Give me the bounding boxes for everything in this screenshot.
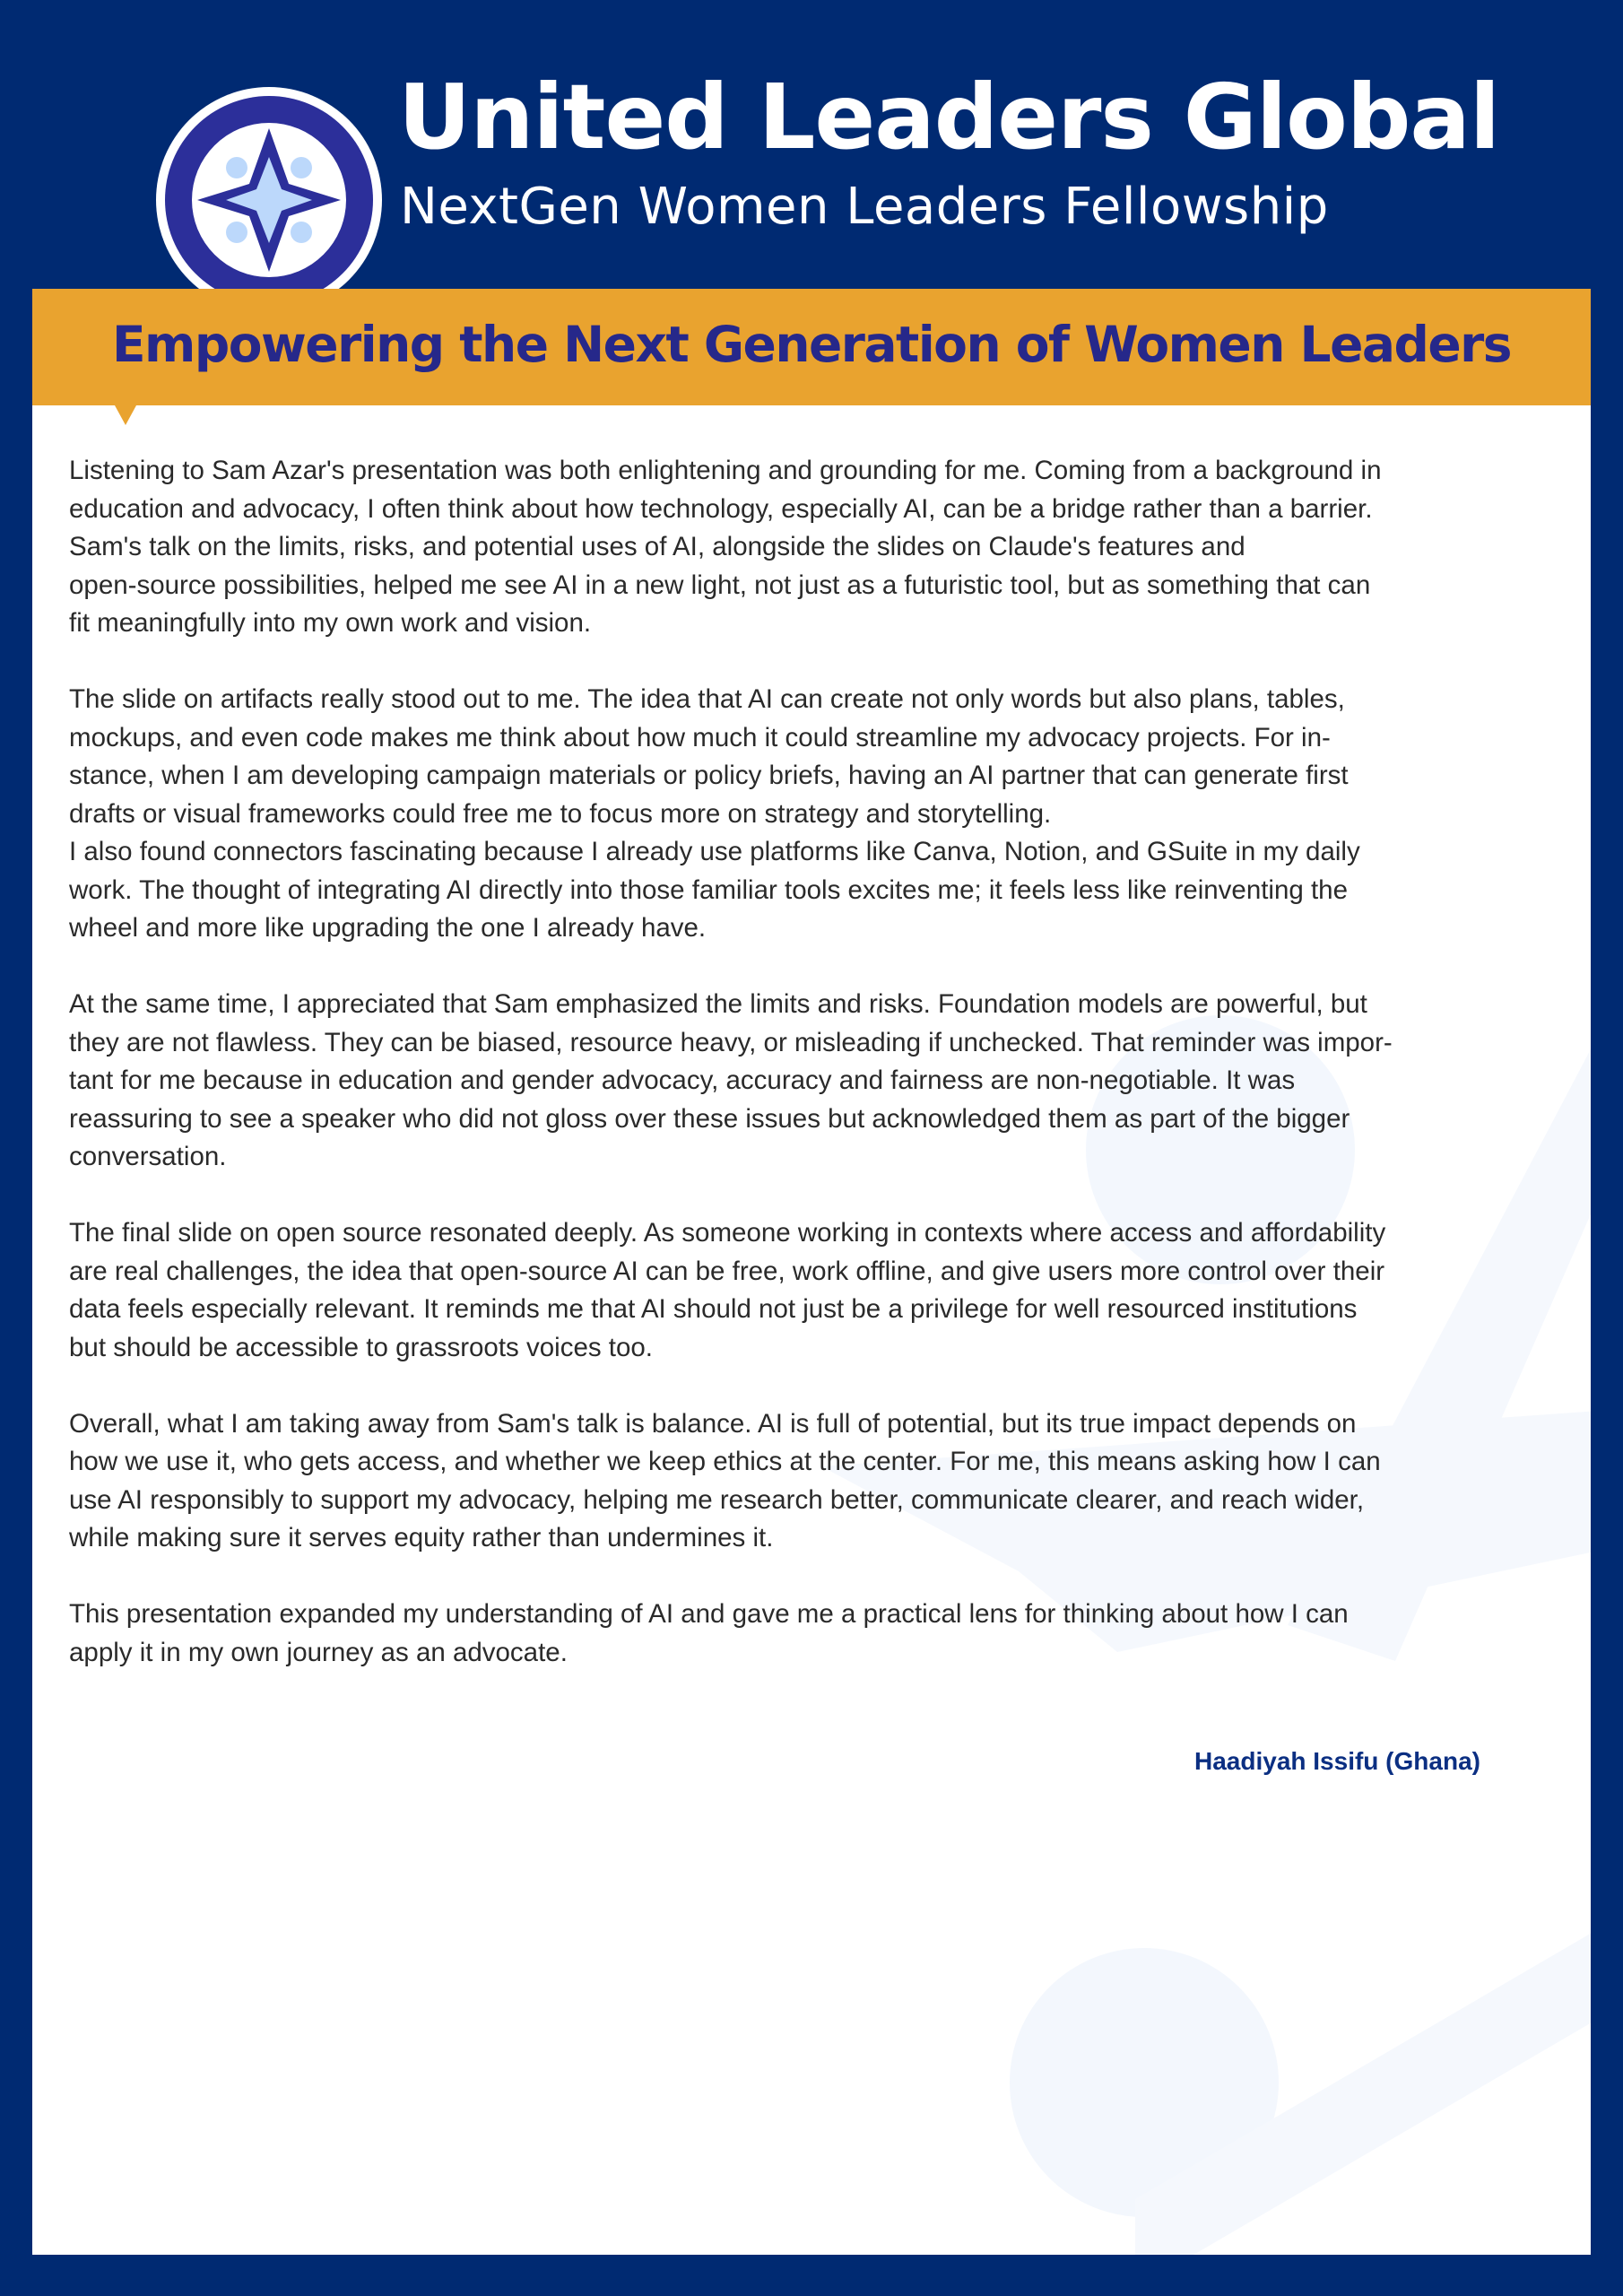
- text-line: The slide on artifacts really stood out to me. The idea that AI can create not only words but also plans, tables,: [69, 684, 1345, 714]
- text-line: conversation.: [69, 1142, 227, 1171]
- text-line: while making sure it serves equity rather than undermines it.: [69, 1523, 774, 1552]
- text-line: reassuring to see a speaker who did not gloss over these issues but acknowledged them as part of the bigger: [69, 1103, 1350, 1134]
- banner-title: Empowering the Next Generation of Women Leaders: [111, 316, 1512, 373]
- text-line: The final slide on open source resonated deeply. As someone working in contexts where access and affordability: [69, 1218, 1386, 1248]
- text-line: I also found connectors fascinating because I already use platforms like Canva, Notion, and GSuite in my daily: [69, 837, 1360, 866]
- text-line: wheel and more like upgrading the one I already have.: [69, 913, 707, 943]
- text-line: This presentation expanded my understanding of AI and gave me a practical lens for thinking about how I can: [69, 1599, 1349, 1629]
- text-line: but should be accessible to grassroots voices too.: [69, 1332, 654, 1362]
- text-line: open-source possibilities, helped me see AI in a new light, not just as a futuristic tool, but as something that can: [69, 570, 1371, 600]
- text-line: education and advocacy, I often think about how technology, especially AI, can be a bridge rather than a barrier.: [69, 493, 1373, 524]
- author-signature: Haadiyah Issifu (Ghana): [1194, 1747, 1480, 1775]
- text-line: work. The thought of integrating AI directly into those familiar tools excites me; it feels less like reinventing the: [69, 874, 1348, 905]
- paragraph: [69, 1214, 1564, 1367]
- paragraph: [69, 1405, 1564, 1558]
- content-panel: [32, 405, 1591, 2255]
- text-line: Listening to Sam Azar's presentation was both enlightening and grounding for me. Coming from a background in: [69, 456, 1382, 485]
- text-line: use AI responsibly to support my advocacy, helping me research better, communicate clearer, and reach wider,: [69, 1484, 1365, 1515]
- text-line: they are not flawless. They can be biased, resource heavy, or misleading if unchecked. That reminder was impor-: [69, 1027, 1393, 1057]
- text-line: tant for me because in education and gender advocacy, accuracy and fairness are non-negotiable. It was: [69, 1065, 1296, 1095]
- text-line: apply it in my own journey as an advocate.: [69, 1637, 568, 1667]
- text-line: mockups, and even code makes me think about how much it could streamline my advocacy projects. For in-: [69, 722, 1331, 752]
- paragraph: [69, 681, 1564, 833]
- united-leaders-global-logo: [154, 85, 384, 315]
- paragraph: [69, 833, 1564, 948]
- text-line: At the same time, I appreciated that Sam emphasized the limits and risks. Foundation models are powerful, but: [69, 989, 1367, 1019]
- paragraph: [69, 986, 1564, 1177]
- banner-pointer: [115, 405, 136, 425]
- text-line: Sam's talk on the limits, risks, and potential uses of AI, alongside the slides on Claude's features and: [69, 532, 1245, 561]
- text-line: are real challenges, the idea that open-source AI can be free, work offline, and give users more control over their: [69, 1256, 1385, 1286]
- text-line: data feels especially relevant. It reminds me that AI should not just be a privilege for well resourced institutions: [69, 1294, 1358, 1324]
- text-line: stance, when I am developing campaign materials or policy briefs, having an AI partner that can generate first: [69, 761, 1349, 790]
- text-line: drafts or visual frameworks could free me to focus more on strategy and storytelling.: [69, 798, 1052, 829]
- paragraph: [69, 452, 1564, 643]
- paragraph: [69, 1596, 1564, 1672]
- text-line: how we use it, who gets access, and whether we keep ethics at the center. For me, this means asking how I can: [69, 1447, 1381, 1476]
- text-line: Overall, what I am taking away from Sam's talk is balance. AI is full of potential, but its true impact depends on: [69, 1408, 1357, 1439]
- organization-title: United Leaders Global: [398, 65, 1500, 170]
- banner: [32, 289, 1591, 405]
- article-body: [69, 452, 1564, 1710]
- program-subtitle: NextGen Women Leaders Fellowship: [400, 178, 1329, 236]
- text-line: fit meaningfully into my own work and vision.: [69, 608, 592, 638]
